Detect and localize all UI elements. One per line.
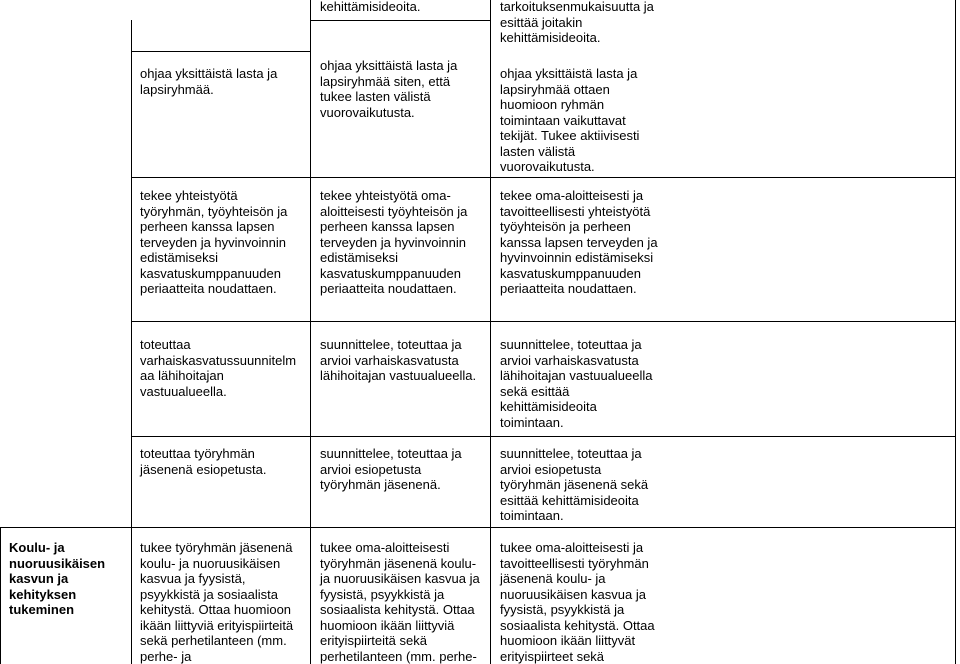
column-border-right xyxy=(955,0,956,664)
criteria-cell-row0-col2: kehittämisideoita. xyxy=(320,0,421,14)
criteria-cell-row3-col1: toteuttaa varhaiskasvatussuunnitelm aa lähihoitajan vastuualueella. xyxy=(140,337,297,399)
column-border xyxy=(490,0,491,664)
row-border xyxy=(131,177,956,178)
criteria-cell-row2-col1: tekee yhteistyötä työryhmän, työyhteisön ja perheen kanssa lapsen terveyden ja hyvinvoinnin edistämiseksi kasvatuskumppanuuden periaatteita noudattaen. xyxy=(140,188,288,296)
criteria-cell-row4-col3: suunnittelee, toteuttaa ja arvioi esiopetusta työryhmän jäsenenä sekä esittää kehittämisideoita toimintaan. xyxy=(500,446,649,523)
criteria-cell-row5-col3: tukee oma-aloitteisesti ja tavoitteellisesti työryhmän jäsenenä koulu- ja nuoruusikäisen kasvua ja fyysistä, psyykkistä ja sosiaalista kehitystä. Ottaa huomioon ikään liittyvät erityispiirteet sekä xyxy=(500,540,655,664)
criteria-cell-row2-col2: tekee yhteistyötä oma- aloitteisesti työyhteisön ja perheen kanssa lapsen terveyden ja hyvinvoinnin edistämiseksi kasvatuskumppanuuden periaatteita noudattaen. xyxy=(320,188,468,296)
criteria-cell-row5-col2: tukee oma-aloitteisesti työryhmän jäsenenä koulu- ja nuoruusikäisen kasvua ja fyysistä, psyykkistä ja sosiaalista kehitystä. Ottaa huomioon ikään liittyviä erityispiirteitä sekä perhetilanteen (mm. perhe- xyxy=(320,540,480,664)
criteria-cell-row1-col3: ohjaa yksittäistä lasta ja lapsiryhmää ottaen huomioon ryhmän toimintaan vaikuttavat tekijät. Tukee aktiivisesti lasten välistä vuorovaikutusta. xyxy=(500,66,640,174)
criteria-cell-row5-col1: tukee työryhmän jäsenenä koulu- ja nuoruusikäisen kasvua ja fyysistä, psyykkistä ja sosiaalista kehitystä. Ottaa huomioon ikään liittyviä erityispiirteitä sekä perhetilanteen (mm. perhe- ja xyxy=(140,540,294,664)
criteria-cell-row1-col2: ohjaa yksittäistä lasta ja lapsiryhmää siten, että tukee lasten välistä vuorovaikutusta. xyxy=(320,58,458,120)
column-border-left xyxy=(131,20,132,664)
row-border xyxy=(0,527,956,528)
criteria-cell-row2-col3: tekee oma-aloitteisesti ja tavoitteellisesti yhteistyötä työyhteisön ja perheen kanssa lapsen terveyden ja hyvinvoinnin edistämiseksi kasvatuskumppanuuden periaatteita noudattaen. xyxy=(500,188,658,296)
row-border xyxy=(310,20,490,21)
criteria-cell-row3-col3: suunnittelee, toteuttaa ja arvioi varhaiskasvatusta lähihoitajan vastuualueella sekä esittää kehittämisideoita toimintaan. xyxy=(500,337,653,430)
column-border xyxy=(310,0,311,664)
row-border xyxy=(131,321,956,322)
criteria-cell-row1-col1: ohjaa yksittäistä lasta ja lapsiryhmää. xyxy=(140,66,278,97)
criteria-cell-row4-col2: suunnittelee, toteuttaa ja arvioi esiopetusta työryhmän jäsenenä. xyxy=(320,446,462,492)
section-heading: Koulu- ja nuoruusikäisen kasvun ja kehityksen tukeminen xyxy=(9,540,106,617)
row-border xyxy=(131,436,956,437)
criteria-cell-row0-col3: tarkoituksenmukaisuutta ja esittää joitakin kehittämisideoita. xyxy=(500,0,654,45)
criteria-cell-row4-col1: toteuttaa työryhmän jäsenenä esiopetusta. xyxy=(140,446,267,477)
criteria-cell-row3-col2: suunnittelee, toteuttaa ja arvioi varhaiskasvatusta lähihoitajan vastuualueella. xyxy=(320,337,477,383)
heading-column-border-left xyxy=(0,527,1,664)
row-border xyxy=(131,51,311,52)
